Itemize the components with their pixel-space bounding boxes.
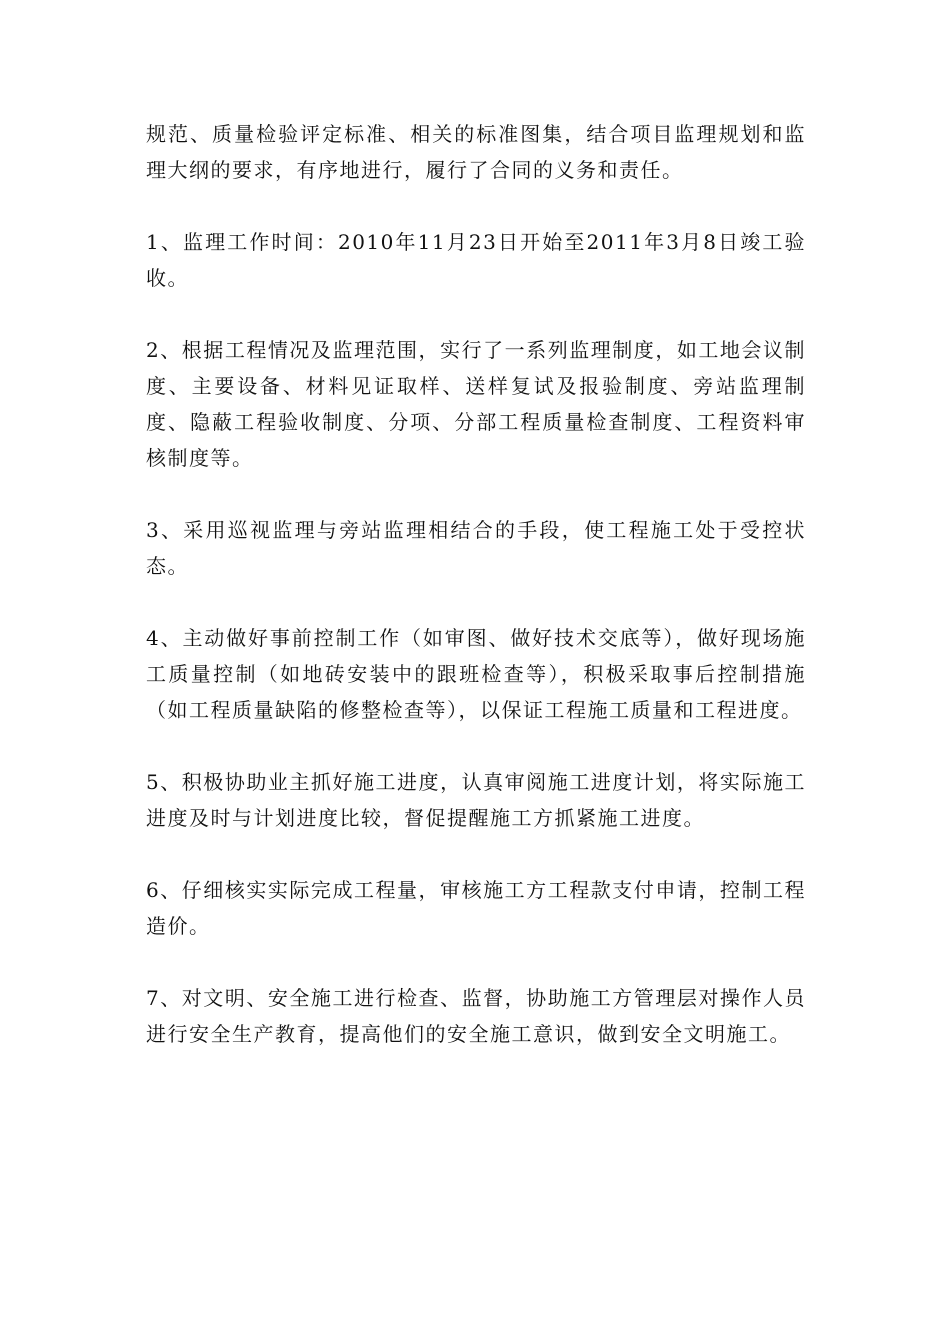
- paragraph-item-2: 2、根据工程情况及监理范围，实行了一系列监理制度，如工地会议制度、主要设备、材料见证取样、送样复试及报验制度、旁站监理制度、隐蔽工程验收制度、分项、分部工程质量检查制度、工程资料审核制度等。: [146, 338, 806, 470]
- paragraph-item-6: 6、仔细核实实际完成工程量，审核施工方工程款支付申请，控制工程造价。: [146, 878, 806, 938]
- paragraph-item-7: 7、对文明、安全施工进行检查、监督，协助施工方管理层对操作人员进行安全生产教育，提高他们的安全施工意识，做到安全文明施工。: [146, 986, 806, 1046]
- paragraph-item-3: 3、采用巡视监理与旁站监理相结合的手段，使工程施工处于受控状态。: [146, 518, 806, 578]
- paragraph-item-4: 4、主动做好事前控制工作（如审图、做好技术交底等），做好现场施工质量控制（如地砖安装中的跟班检查等），积极采取事后控制措施（如工程质量缺陷的修整检查等），以保证工程施工质量和工程进度。: [146, 626, 806, 722]
- document-body: [146, 116, 806, 1088]
- paragraph-item-5: 5、积极协助业主抓好施工进度，认真审阅施工进度计划，将实际施工进度及时与计划进度比较，督促提醒施工方抓紧施工进度。: [146, 770, 806, 830]
- paragraph-item-1: 1、监理工作时间：2010年11月23日开始至2011年3月8日竣工验收。: [146, 230, 806, 290]
- paragraph-intro: 规范、质量检验评定标准、相关的标准图集，结合项目监理规划和监理大纲的要求，有序地进行，履行了合同的义务和责任。: [146, 122, 806, 182]
